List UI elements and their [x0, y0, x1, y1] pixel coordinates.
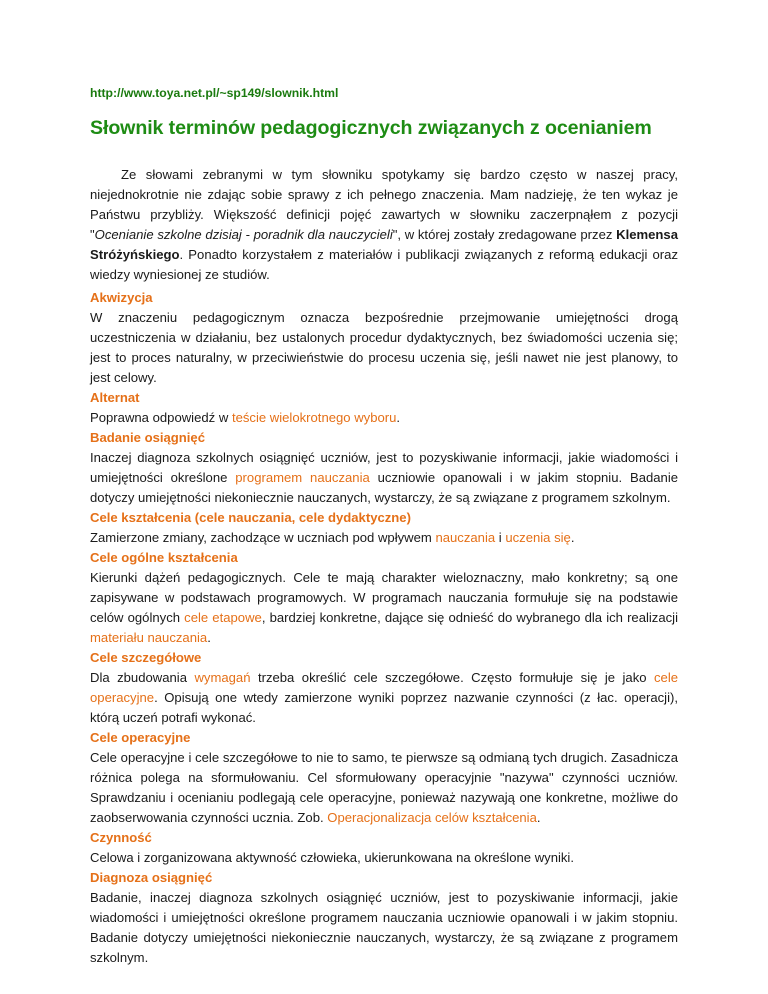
link-wymagan[interactable]: wymagań: [194, 670, 251, 685]
link-operacjonalizacja-celow[interactable]: Operacjonalizacja celów kształcenia: [327, 810, 537, 825]
term-czynnosc: Czynność: [90, 830, 152, 845]
definition-cele-ogolne: [90, 568, 678, 648]
definition-text: Zamierzone zmiany, zachodzące w uczniach pod wpływem: [90, 530, 436, 545]
definition-text: trzeba określić cele szczegółowe. Często formułuje się je jako: [250, 670, 654, 685]
term-cele-operacyjne: Cele operacyjne: [90, 730, 191, 745]
glossary-entries: [90, 288, 678, 968]
definition-text: Inaczej diagnoza szkolnych osiągnięć uczniów, jest to pozyskiwanie informacji, jakie wiadomości i umiejętności określone: [90, 450, 678, 485]
definition-cele-szczegolowe: [90, 668, 678, 728]
term-cele-szczegolowe: Cele szczegółowe: [90, 650, 202, 665]
definition-badanie-osiagniec: [90, 448, 678, 508]
intro-paragraph: [90, 165, 678, 285]
term-alternat: Alternat: [90, 390, 140, 405]
definition-text: Dla zbudowania: [90, 670, 195, 685]
link-cele-operacyjne[interactable]: cele operacyjne: [90, 670, 679, 705]
link-test-wielokrotnego-wyboru[interactable]: teście wielokrotnego wyboru: [231, 410, 397, 425]
definition-text: uczniowie opanowali i w jakim stopniu. Badanie dotyczy umiejętności niekoniecznie nauczanych, wystarczy, że są związane z programem szkolnym.: [90, 470, 679, 505]
definition-text: .: [570, 530, 575, 545]
intro-text-2: ", w której zostały zredagowane przez: [392, 227, 617, 242]
link-materialu-nauczania[interactable]: materiału nauczania: [90, 630, 208, 645]
intro-author: Klemensa Stróżyńskiego: [90, 227, 678, 262]
link-programem-nauczania[interactable]: programem nauczania: [235, 470, 370, 485]
page-title: Słownik terminów pedagogicznych związanych z ocenianiem: [90, 117, 652, 139]
definition-diagnoza-osiagniec: Badanie, inaczej diagnoza szkolnych osiągnięć uczniów, jest to pozyskiwanie informacji, jakie wiadomości i umiejętności określone programem nauczania uczniowie opanowali i w jakim stopniu. Badanie dotyczy umiejętności niekoniecznie nauczanych, wystarczy, że są związane z programem szkolnym.: [90, 890, 678, 965]
definition-czynnosc: Celowa i zorganizowana aktywność człowieka, ukierunkowana na określone wyniki.: [90, 850, 574, 865]
definition-text: Kierunki dążeń pedagogicznych. Cele te mają charakter wieloznaczny, mało konkretny; są one zapisywane w podstawach programowych. W programach nauczania formułuje się na podstawie celów ogólnych: [90, 570, 678, 625]
intro-book-title: Ocenianie szkolne dzisiaj - poradnik dla nauczycieli: [94, 227, 393, 242]
term-akwizycja: Akwizycja: [90, 290, 153, 305]
definition-cele-operacyjne: [90, 748, 678, 828]
definition-text: .: [536, 810, 541, 825]
definition-text: , bardziej konkretne, dające się odnieść do wybranego dla ich realizacji: [261, 610, 678, 625]
definition-alternat: [90, 408, 678, 428]
intro-text-1: Ze słowami zebranymi w tym słowniku spotykamy się bardzo często w naszej pracy, niejednokrotnie nie zdając sobie sprawy z ich pełnego znaczenia. Mam nadzieję, że ten wykaz je Państwu przybliży. Większość definicji pojęć zawartych w słowniku zaczerpnąłem z pozycji ": [90, 167, 678, 242]
definition-akwizycja: W znaczeniu pedagogicznym oznacza bezpośrednie przejmowanie umiejętności drogą uczestniczenia w działaniu, bez ustalonych procedur dydaktycznych, bez świadomości uczenia się; jest to proces naturalny, w przeciwieństwie do procesu uczenia się, jeśli nawet nie jest planowy, to jest celowy.: [90, 310, 678, 385]
definition-text: i: [495, 530, 506, 545]
definition-text: . Opisują one wtedy zamierzone wyniki poprzez nazwanie czynności (z łac. operacji), którą uczeń potrafi wykonać.: [90, 690, 678, 725]
term-badanie-osiagniec: Badanie osiągnięć: [90, 430, 205, 445]
source-url-link[interactable]: http://www.toya.net.pl/~sp149/slownik.html: [90, 86, 339, 100]
definition-text: Poprawna odpowiedź w: [90, 410, 232, 425]
link-cele-etapowe[interactable]: cele etapowe: [184, 610, 262, 625]
term-diagnoza-osiagniec: Diagnoza osiągnięć: [90, 870, 213, 885]
term-cele-ksztalcenia: Cele kształcenia (cele nauczania, cele dydaktyczne): [90, 510, 411, 525]
definition-text: Cele operacyjne i cele szczegółowe to nie to samo, te pierwsze są odmianą tych drugich. Zasadnicza różnica polega na sformułowaniu. Cel sformułowany operacyjnie "nazywa" czynności uczniów. Sprawdzaniu i ocenianiu podlegają cele operacyjne, ponieważ nazywają one konkretne, możliwe do zaobserwowania czynności ucznia. Zob.: [90, 750, 678, 825]
definition-cele-ksztalcenia: [90, 528, 678, 548]
link-uczenia-sie[interactable]: uczenia się: [505, 530, 571, 545]
definition-text: .: [396, 410, 401, 425]
definition-text: .: [207, 630, 211, 645]
term-cele-ogolne: Cele ogólne kształcenia: [90, 550, 238, 565]
intro-text-3: . Ponadto korzystałem z materiałów i publikacji związanych z reformą edukacji oraz wiedzy wyniesionej ze studiów.: [90, 247, 678, 282]
link-nauczania[interactable]: nauczania: [435, 530, 496, 545]
